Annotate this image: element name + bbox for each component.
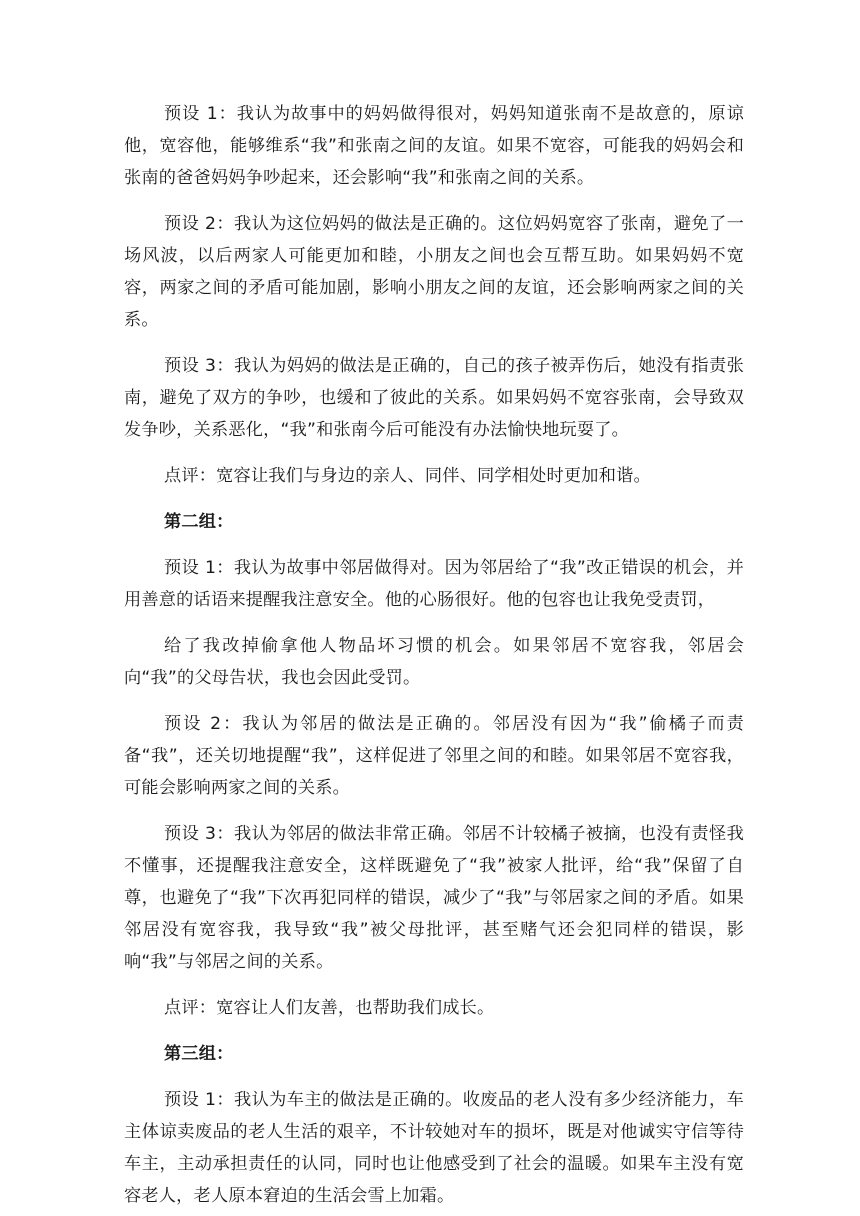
document-body <box>124 98 744 1212</box>
heading-group2: 第二组： <box>164 512 234 532</box>
paragraph-group1-comment: 点评：宽容让我们与身边的亲人、同伴、同学相处时更加和谐。 <box>164 466 651 486</box>
heading-group3: 第三组： <box>164 1044 234 1064</box>
paragraph-group2-preset1-continued: 给了我改掉偷拿他人物品坏习惯的机会。如果邻居不宽容我，邻居会向“我”的父母告状，我也会因此受罚。 <box>124 636 744 688</box>
paragraph-group3-preset1: 预设 1：我认为车主的做法是正确的。收废品的老人没有多少经济能力，车主体谅卖废品的老人生活的艰辛，不计较她对车的损坏，既是对他诚实守信等待车主，主动承担责任的认同，同时也让他感受到了社会的温暖。如果车主没有宽容老人，老人原本窘迫的生活会雪上加霜。 <box>124 1090 744 1206</box>
paragraph-group1-preset2: 预设 2：我认为这位妈妈的做法是正确的。这位妈妈宽容了张南，避免了一场风波，以后两家人可能更加和睦，小朋友之间也会互帮互助。如果妈妈不宽容，两家之间的矛盾可能加剧，影响小朋友之间的友谊，还会影响两家之间的关系。 <box>124 214 744 330</box>
paragraph-group1-preset3: 预设 3：我认为妈妈的做法是正确的，自己的孩子被弄伤后，她没有指责张南，避免了双方的争吵，也缓和了彼此的关系。如果妈妈不宽容张南，会导致双发争吵，关系恶化，“我”和张南今后可能没有办法愉快地玩耍了。 <box>124 356 744 440</box>
paragraph-group2-preset3: 预设 3：我认为邻居的做法非常正确。邻居不计较橘子被摘，也没有责怪我不懂事，还提醒我注意安全，这样既避免了“我”被家人批评，给“我”保留了自尊，也避免了“我”下次再犯同样的错误，减少了“我”与邻居家之间的矛盾。如果邻居没有宽容我，我导致“我”被父母批评，甚至赌气还会犯同样的错误，影响“我”与邻居之间的关系。 <box>124 824 744 972</box>
paragraph-group1-preset1: 预设 1：我认为故事中的妈妈做得很对，妈妈知道张南不是故意的，原谅他，宽容他，能够维系“我”和张南之间的友谊。如果不宽容，可能我的妈妈会和张南的爸爸妈妈争吵起来，还会影响“我”和张南之间的关系。 <box>124 104 744 188</box>
paragraph-group2-preset2: 预设 2：我认为邻居的做法是正确的。邻居没有因为“我”偷橘子而责备“我”，还关切地提醒“我”，这样促进了邻里之间的和睦。如果邻居不宽容我，可能会影响两家之间的关系。 <box>124 714 744 798</box>
paragraph-group2-preset1: 预设 1：我认为故事中邻居做得对。因为邻居给了“我”改正错误的机会，并用善意的话语来提醒我注意安全。他的心肠很好。他的包容也让我免受责罚， <box>124 558 744 610</box>
paragraph-group2-comment: 点评：宽容让人们友善，也帮助我们成长。 <box>164 998 495 1018</box>
